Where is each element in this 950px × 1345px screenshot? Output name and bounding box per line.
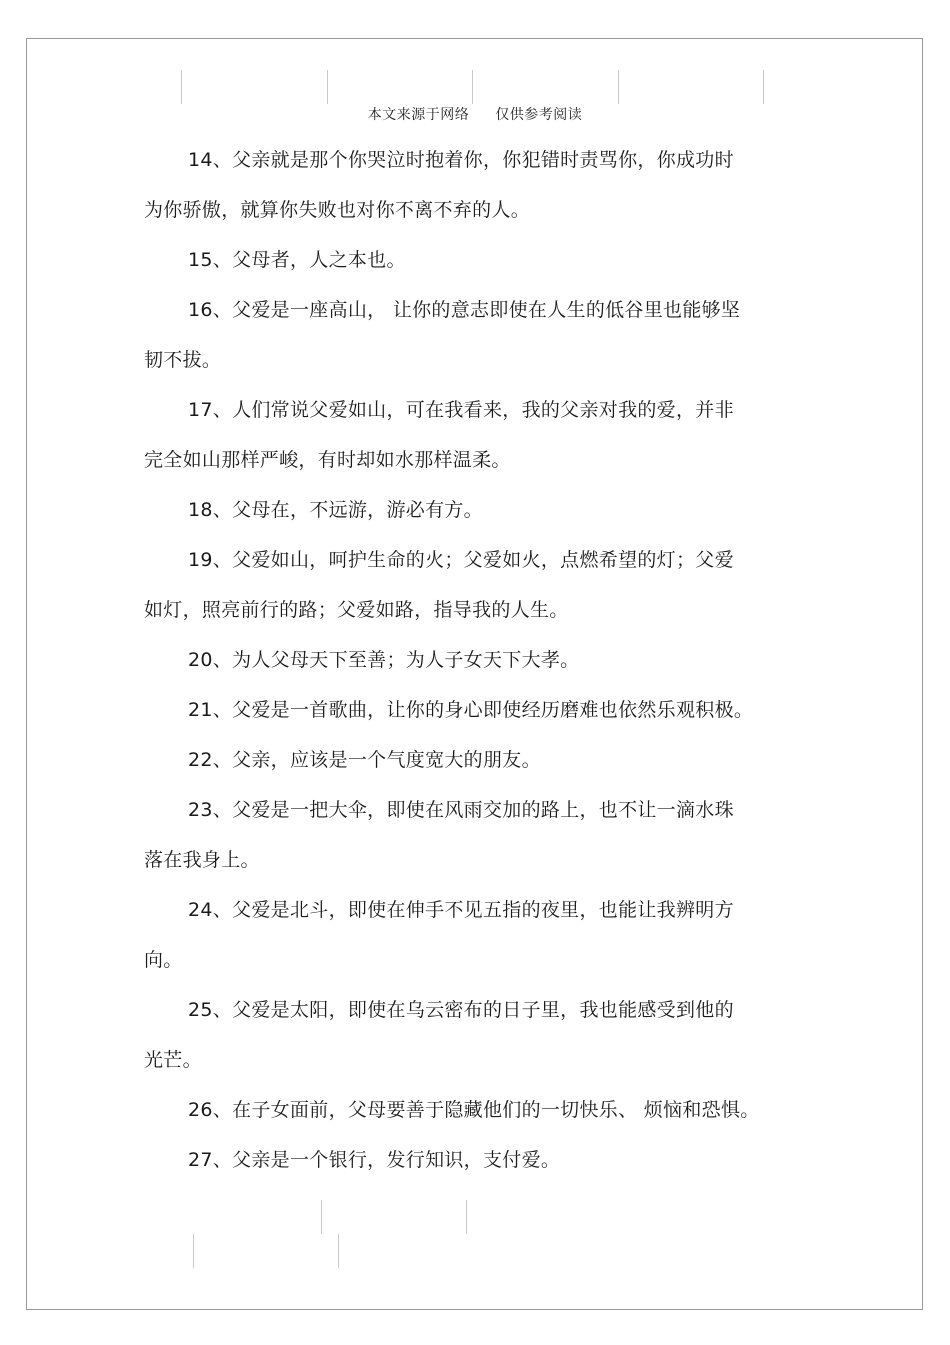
- bottom-rule-mark-4: [338, 1234, 339, 1268]
- top-rule-mark-5: [763, 70, 764, 104]
- paragraph-15: [144, 235, 794, 285]
- paragraph-19-line-2: 如灯，照亮前行的路；父爱如路，指导我的人生。: [144, 599, 569, 621]
- paragraph-25-line-1: 25、父爱是太阳，即使在乌云密布的日子里，我也能感受到他的: [188, 999, 734, 1021]
- paragraph-27: [144, 1135, 794, 1185]
- paragraph-23-line-2: 落在我身上。: [144, 849, 260, 871]
- top-rule-mark-3: [472, 70, 473, 104]
- paragraph-17-line-2: 完全如山那样严峻，有时却如水那样温柔。: [144, 449, 511, 471]
- paragraph-14-line-2: 为你骄傲，就算你失败也对你不离不弃的人。: [144, 199, 531, 221]
- paragraph-17-line-1: 17、人们常说父爱如山，可在我看来，我的父亲对我的爱，并非: [188, 399, 734, 421]
- paragraph-24: [144, 885, 794, 985]
- paragraph-19-line-1: 19、父爱如山，呵护生命的火；父爱如火，点燃希望的灯；父爱: [188, 549, 734, 571]
- paragraph-14: [144, 135, 794, 235]
- paragraph-24-line-1: 24、父爱是北斗，即使在伸手不见五指的夜里，也能让我辨明方: [188, 899, 734, 921]
- bottom-rule-mark-1: [321, 1200, 322, 1234]
- top-rule-mark-1: [181, 70, 182, 104]
- page-header: [0, 104, 950, 124]
- paragraph-19: [144, 535, 794, 635]
- header-note-text: 仅供参考阅读: [495, 107, 583, 123]
- paragraph-16-line-1: 16、父爱是一座高山， 让你的意志即使在人生的低谷里也能够坚: [188, 299, 741, 321]
- paragraph-20: [144, 635, 794, 685]
- bottom-rule-mark-2: [466, 1200, 467, 1234]
- paragraph-14-line-1: 14、父亲就是那个你哭泣时抱着你，你犯错时责骂你，你成功时: [188, 149, 734, 171]
- paragraph-23: [144, 785, 794, 885]
- paragraph-21-line-1: 21、父爱是一首歌曲，让你的身心即使经历磨难也依然乐观积极。: [188, 699, 754, 721]
- paragraph-18: [144, 485, 794, 535]
- paragraph-20-line-1: 20、为人父母天下至善；为人子女天下大孝。: [188, 649, 580, 671]
- paragraph-16-line-2: 韧不拔。: [144, 349, 222, 371]
- paragraph-27-line-1: 27、父亲是一个银行，发行知识，支付爱。: [188, 1149, 561, 1171]
- paragraph-16: [144, 285, 794, 385]
- paragraph-17: [144, 385, 794, 485]
- paragraph-26-line-1: 26、在子女面前，父母要善于隐藏他们的一切快乐、 烦恼和恐惧。: [188, 1099, 760, 1121]
- paragraph-25: [144, 985, 794, 1085]
- paragraph-21: [144, 685, 794, 735]
- top-rule-mark-4: [618, 70, 619, 104]
- document-body: [144, 135, 794, 1185]
- paragraph-23-line-1: 23、父爱是一把大伞，即使在风雨交加的路上，也不让一滴水珠: [188, 799, 734, 821]
- paragraph-22-line-1: 22、父亲，应该是一个气度宽大的朋友。: [188, 749, 541, 771]
- bottom-rule-mark-3: [193, 1234, 194, 1268]
- paragraph-22: [144, 735, 794, 785]
- paragraph-18-line-1: 18、父母在，不远游，游必有方。: [188, 499, 483, 521]
- paragraph-15-line-1: 15、父母者，人之本也。: [188, 249, 406, 271]
- paragraph-24-line-2: 向。: [144, 949, 183, 971]
- paragraph-26: [144, 1085, 794, 1135]
- top-rule-mark-2: [327, 70, 328, 104]
- paragraph-25-line-2: 光芒。: [144, 1049, 202, 1071]
- header-source-text: 本文来源于网络: [367, 107, 470, 123]
